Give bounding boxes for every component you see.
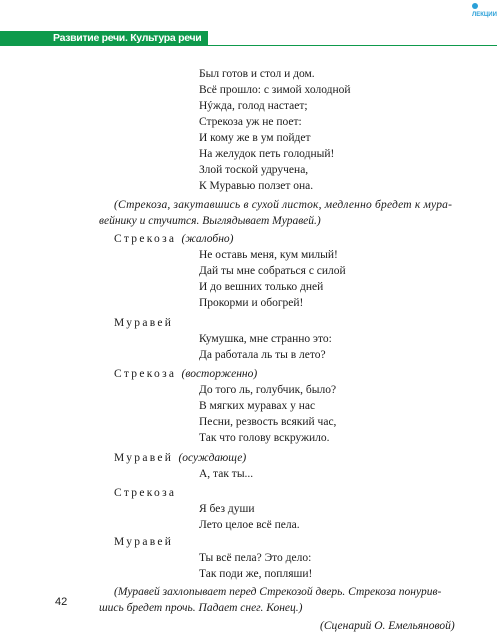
header-bar-mask — [208, 31, 497, 46]
stage-direction: (Муравей захлопывает перед Стрекозой дверь. Стрекоза понурив- — [114, 586, 442, 598]
speaker-name: Муравей — [114, 536, 174, 548]
speaker-name: Муравей — [114, 452, 174, 464]
stage-direction: шись бредет прочь. Падает снег. Конец.) — [99, 602, 303, 614]
verse-line: Нýжда, голод настает; — [199, 100, 308, 112]
speaker-direction: (жалобно) — [181, 233, 234, 245]
speaker-name: Стрекоза — [114, 233, 177, 245]
stage-direction: (Стрекоза, закутавшись в сухой листок, медленно бредет к мура- — [114, 199, 453, 211]
speaker-name: Стрекоза — [114, 368, 177, 380]
verse-line: Всё прошло: с зимой холодной — [199, 84, 351, 96]
verse-line: Да работала ль ты в лето? — [199, 349, 326, 361]
verse-line: К Муравью ползет она. — [199, 180, 314, 192]
verse-line: До того ль, голубчик, было? — [199, 384, 337, 396]
speaker-label — [114, 486, 176, 500]
page-number: 42 — [55, 596, 68, 608]
speaker-label — [114, 451, 246, 465]
header-rule — [208, 45, 497, 46]
verse-line: На желудок петь голодный! — [199, 148, 335, 160]
verse-line: Дай ты мне собраться с силой — [199, 265, 346, 277]
verse-line: Кумушка, мне странно это: — [199, 333, 332, 345]
speaker-label — [114, 367, 257, 381]
speaker-name: Муравей — [114, 317, 174, 329]
attribution: (Сценарий О. Емельяновой) — [320, 620, 455, 632]
verse-line: И кому же в ум пойдет — [199, 132, 311, 144]
verse-line: И до вешних только дней — [199, 281, 324, 293]
speaker-name: Стрекоза — [114, 487, 177, 499]
verse-line: В мягких муравах у нас — [199, 400, 316, 412]
verse-line: Лето целое всё пела. — [199, 519, 300, 531]
logo-text: ЛЕКЦИИ — [472, 12, 497, 18]
verse-line: Песни, резвость всякий час, — [199, 416, 337, 428]
speaker-label — [114, 316, 173, 330]
speaker-direction: (осуждающе) — [178, 452, 247, 464]
verse-line: Ты всё пела? Это дело: — [199, 552, 312, 564]
verse-line: Прокорми и обогрей! — [199, 297, 304, 309]
logo-icon — [472, 3, 478, 9]
speaker-direction: (восторженно) — [181, 368, 258, 380]
verse-line: Злой тоской удручена, — [199, 164, 309, 176]
verse-line: Я без души — [199, 503, 255, 515]
verse-line: Был готов и стол и дом. — [199, 68, 315, 80]
section-title: Развитие речи. Культура речи — [53, 32, 202, 44]
publisher-logo — [472, 3, 497, 19]
verse-line: Так поди же, попляши! — [199, 568, 313, 580]
verse-line: А, так ты... — [199, 468, 254, 480]
speaker-label — [114, 232, 233, 246]
verse-line: Так что голову вскружило. — [199, 432, 330, 444]
verse-line: Не оставь меня, кум милый! — [199, 249, 338, 261]
stage-direction: вейнику и стучится. Выглядывает Муравей.) — [99, 215, 321, 227]
speaker-label — [114, 535, 173, 549]
verse-line: Стрекоза уж не поет: — [199, 116, 302, 128]
